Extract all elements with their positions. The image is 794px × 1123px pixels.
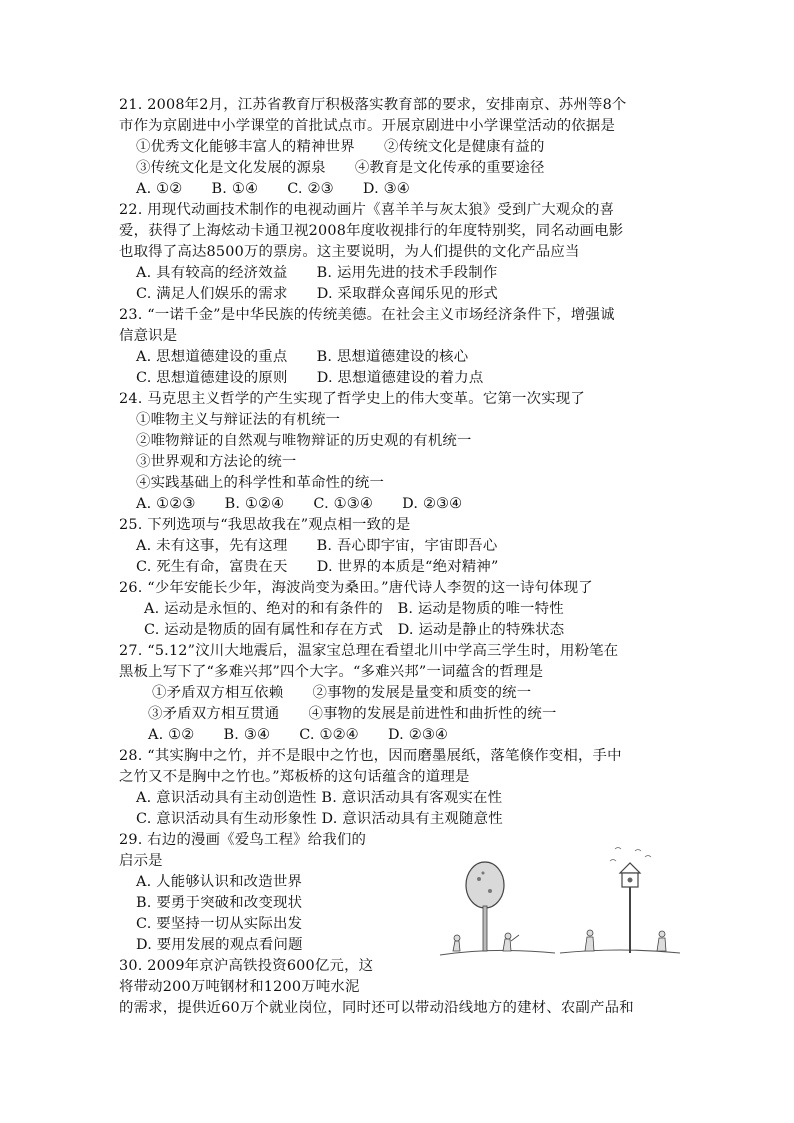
q23-line-2: 信意识是 <box>119 328 178 344</box>
q27-options: A. ①② B. ③④ C. ①②④ D. ②③④ <box>148 727 449 743</box>
q29-option-d: D. 要用发展的观点看问题 <box>136 937 303 953</box>
q22-options-cd: C. 满足人们娱乐的需求 D. 采取群众喜闻乐见的形式 <box>136 286 499 302</box>
q25-options-cd: C. 死生有命，富贵在天 D. 世界的本质是“绝对精神” <box>136 559 499 575</box>
q28-options-cd: C. 意识活动具有生动形象性 D. 意识活动具有主观随意性 <box>136 811 503 827</box>
q29-option-b: B. 要勇于突破和改变现状 <box>136 895 303 911</box>
q24-item-3: ③世界观和方法论的统一 <box>136 454 297 470</box>
q22-line-1: 22. 用现代动画技术制作的电视动画片《喜羊羊与灰太狼》受到广大观众的喜 <box>119 202 615 218</box>
q27-line-2: 黑板上写下了“多难兴邦”四个大字。“多难兴邦”一词蕴含的哲理是 <box>119 664 544 680</box>
cartoon-bird-project <box>435 843 685 968</box>
q26-options-cd: C. 运动是物质的固有属性和存在方式 D. 运动是静止的特殊状态 <box>144 622 565 638</box>
q23-options-cd: C. 思想道德建设的原则 D. 思想道德建设的着力点 <box>136 370 484 386</box>
cartoon-figures-right <box>585 930 666 951</box>
q21-line-2: 市作为京剧进中小学课堂的首批试点市。开展京剧进中小学课堂活动的依据是 <box>119 118 616 134</box>
q25-options-ab: A. 未有这事，先有这理 B. 吾心即宇宙，宇宙即吾心 <box>136 538 498 554</box>
q22-line-2: 爱，获得了上海炫动卡通卫视2008年度收视排行的年度特别奖，同名动画电影 <box>119 223 624 239</box>
cartoon-tree <box>466 862 504 951</box>
q29-line-2: 启示是 <box>119 853 163 869</box>
q26-options-ab: A. 运动是永恒的、绝对的和有条件的 B. 运动是物质的唯一特性 <box>144 601 564 617</box>
q28-line-1: 28. “其实胸中之竹，并不是眼中之竹也，因而磨墨展纸，落笔倏作变相，手中 <box>119 748 622 764</box>
q24-item-2: ②唯物辩证的自然观与唯物辩证的历史观的有机统一 <box>136 433 472 449</box>
cartoon-birdhouse <box>610 848 651 954</box>
q21-line-1: 21. 2008年2月，江苏省教育厅积极落实教育部的要求，安排南京、苏州等8个 <box>119 97 627 113</box>
q30-line-1: 30. 2009年京沪高铁投资600亿元，这 <box>119 958 374 974</box>
q24-options: A. ①②③ B. ①②④ C. ①③④ D. ②③④ <box>136 496 463 512</box>
q23-line-1: 23. “一诺千金”是中华民族的传统美德。在社会主义市场经济条件下，增强诚 <box>119 307 615 323</box>
q21-options: A. ①② B. ①④ C. ②③ D. ③④ <box>136 181 410 197</box>
q28-options-ab: A. 意识活动具有主动创造性 B. 意识活动具有客观实在性 <box>136 790 503 806</box>
q22-options-ab: A. 具有较高的经济效益 B. 运用先进的技术手段制作 <box>136 265 498 281</box>
q29-option-a: A. 人能够认识和改造世界 <box>136 874 303 890</box>
q27-item-12: ①矛盾双方相互依赖 ②事物的发展是量变和质变的统一 <box>152 685 532 701</box>
q29-option-c: C. 要坚持一切从实际出发 <box>136 916 303 932</box>
q22-line-3: 也取得了高达8500万的票房。这主要说明，为人们提供的文化产品应当 <box>119 244 580 260</box>
q28-line-2: 之竹又不是胸中之竹也。”郑板桥的这句话蕴含的道理是 <box>119 769 470 785</box>
q30-line-2: 将带动200万吨钢材和1200万吨水泥 <box>119 979 360 995</box>
q24-item-1: ①唯物主义与辩证法的有机统一 <box>136 412 341 428</box>
q21-line-4: ③传统文化是文化发展的源泉 ④教育是文化传承的重要途径 <box>136 160 545 176</box>
q26-line-1: 26. “少年安能长少年，海波尚变为桑田。”唐代诗人李贺的这一诗句体现了 <box>119 580 593 596</box>
q30-line-3: 的需求，提供近60万个就业岗位，同时还可以带动沿线地方的建材、农副产品和 <box>119 1000 634 1016</box>
q25-line-1: 25. 下列选项与“我思故我在”观点相一致的是 <box>119 517 411 533</box>
q24-item-4: ④实践基础上的科学性和革命性的统一 <box>136 475 385 491</box>
q27-item-34: ③矛盾双方相互贯通 ④事物的发展是前进性和曲折性的统一 <box>148 706 557 722</box>
q27-line-1: 27. “5.12”汶川大地震后，温家宝总理在看望北川中学高三学生时，用粉笔在 <box>119 643 619 659</box>
q21-line-3: ①优秀文化能够丰富人的精神世界 ②传统文化是健康有益的 <box>136 139 545 155</box>
q24-line-1: 24. 马克思主义哲学的产生实现了哲学史上的伟大变革。它第一次实现了 <box>119 391 585 407</box>
q23-options-ab: A. 思想道德建设的重点 B. 思想道德建设的核心 <box>136 349 469 365</box>
q29-line-1: 29. 右边的漫画《爱鸟工程》给我们的 <box>119 832 367 848</box>
